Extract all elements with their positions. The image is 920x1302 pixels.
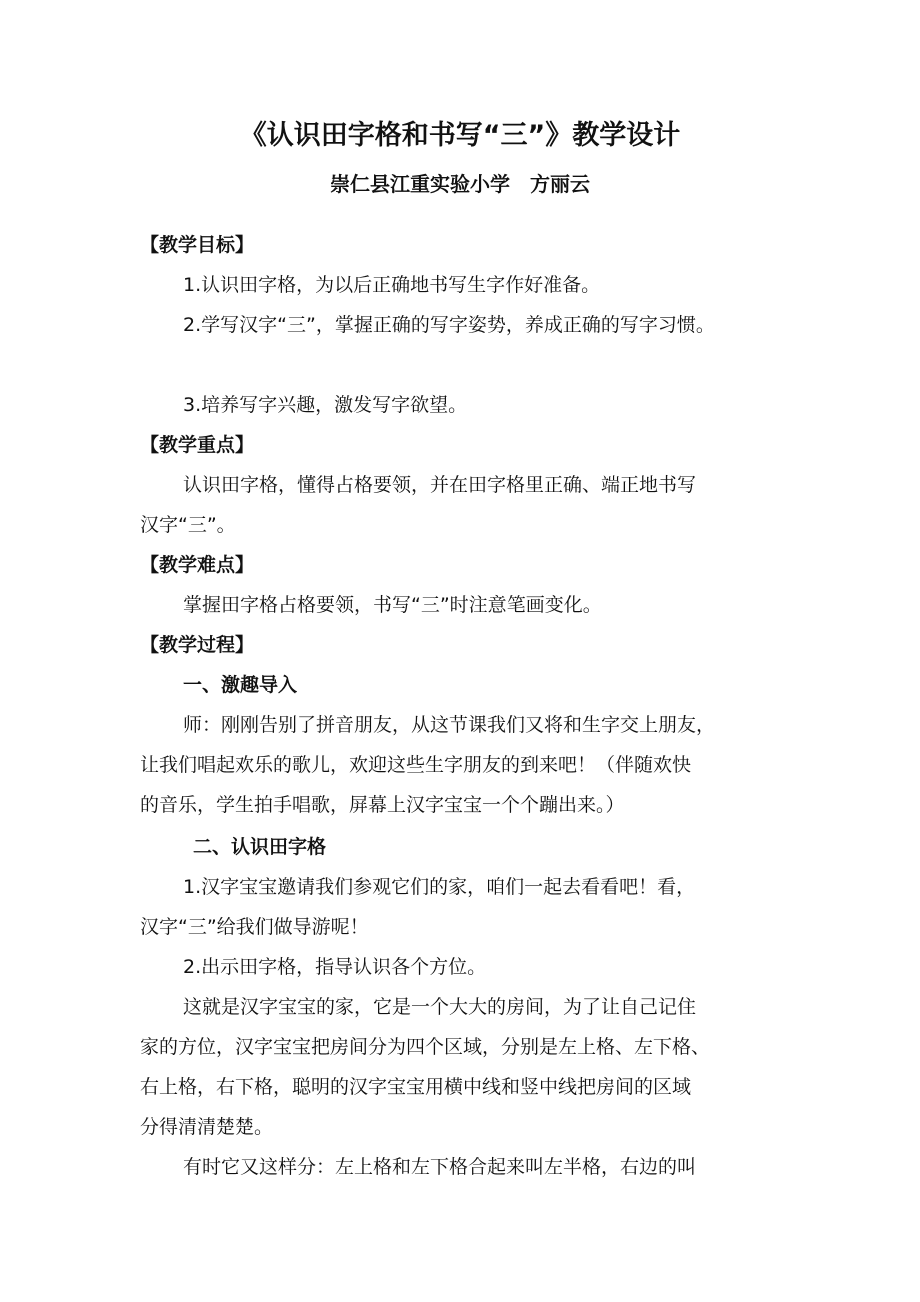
goal-item-1: 1.认识田字格，为以后正确地书写生字作好准备。: [183, 274, 601, 296]
part2-line-8: 有时它又这样分：左上格和左下格合起来叫左半格，右边的叫: [183, 1156, 697, 1178]
part1-line-2: 让我们唱起欢乐的歌儿，欢迎这些生字朋友的到来吧！（伴随欢快: [140, 754, 692, 776]
part2-line-2: 汉字“三”给我们做导游呢！: [140, 916, 369, 938]
part2-line-6: 右上格，右下格，聪明的汉字宝宝用横中线和竖中线把房间的区域: [140, 1076, 692, 1098]
part2-line-1: 1.汉字宝宝邀请我们参观它们的家，咱们一起去看看吧！看，: [183, 876, 696, 898]
difficulties-heading: 【教学难点】: [140, 554, 255, 576]
key-points-line-2: 汉字“三”。: [140, 514, 236, 536]
part2-line-4: 这就是汉字宝宝的家，它是一个大大的房间，为了让自己记住: [183, 996, 697, 1018]
document-title: 《认识田字格和书写“三”》教学设计: [239, 120, 681, 151]
difficulties-line-1: 掌握田字格占格要领，书写“三”时注意笔画变化。: [183, 594, 602, 616]
goal-item-3: 3.培养写字兴趣，激发写字欲望。: [183, 394, 468, 416]
part2-line-5: 家的方位，汉字宝宝把房间分为四个区域，分别是左上格、左下格、: [140, 1036, 711, 1058]
goal-item-2: 2.学写汉字“三”，掌握正确的写字姿势，养成正确的写字习惯。: [183, 314, 715, 336]
part1-heading: 一、激趣导入: [183, 674, 298, 696]
part2-heading: 二、认识田字格: [193, 836, 327, 858]
part1-line-3: 的音乐，学生拍手唱歌，屏幕上汉字宝宝一个个蹦出来。）: [140, 794, 625, 816]
process-heading: 【教学过程】: [140, 634, 255, 656]
part2-line-7: 分得清清楚楚。: [140, 1116, 274, 1138]
part1-line-1: 师：刚刚告别了拼音朋友，从这节课我们又将和生字交上朋友，: [183, 714, 716, 736]
key-points-heading: 【教学重点】: [140, 434, 255, 456]
key-points-line-1: 认识田字格，懂得占格要领，并在田字格里正确、端正地书写: [183, 474, 697, 496]
part2-line-3: 2.出示田字格，指导认识各个方位。: [183, 956, 487, 978]
goals-heading: 【教学目标】: [140, 234, 255, 256]
author-line: 崇仁县江重实验小学 方丽云: [330, 172, 590, 196]
